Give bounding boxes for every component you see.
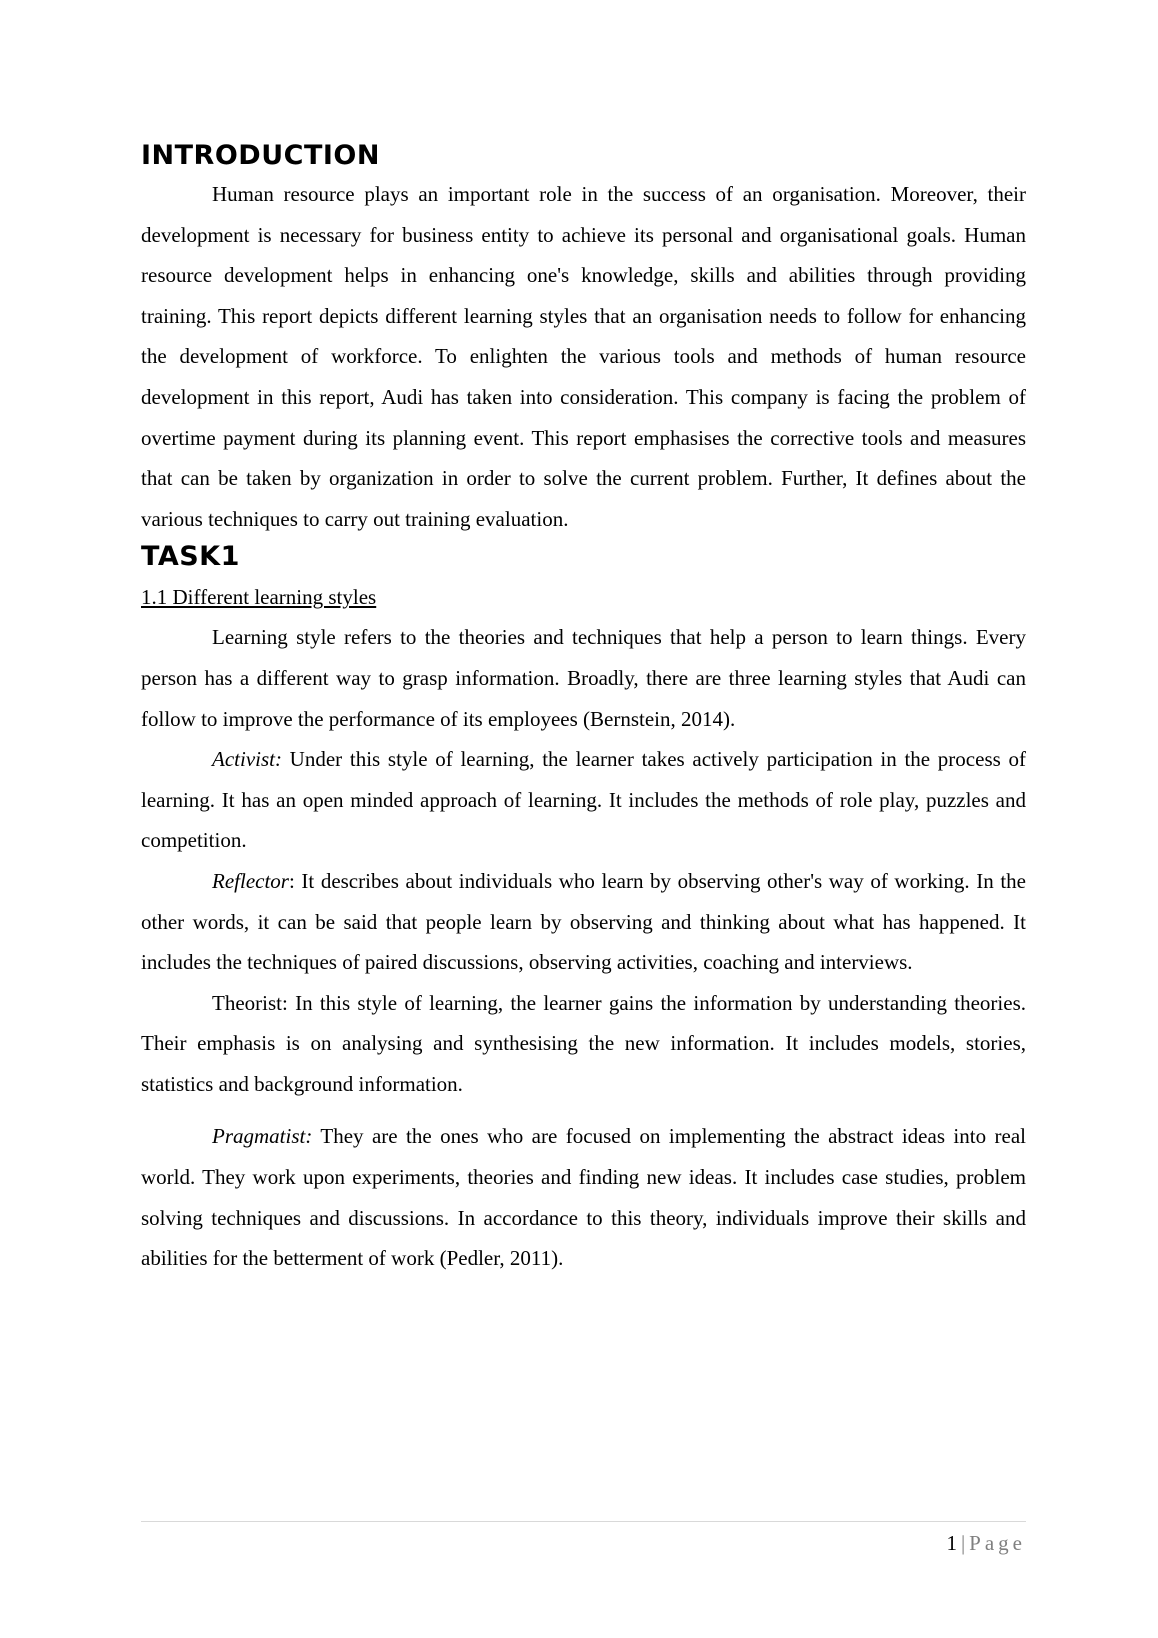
page-footer bbox=[141, 1521, 1026, 1555]
reflector-paragraph bbox=[141, 861, 1026, 983]
reflector-term: Reflector bbox=[212, 868, 289, 893]
theorist-paragraph: Theorist: In this style of learning, the learner gains the information by understanding theories. Their emphasis is on analysing and synthesising the new information. It includes models, stories, statistics and background information. bbox=[141, 990, 1026, 1096]
pragmatist-term: Pragmatist: bbox=[212, 1124, 313, 1149]
activist-paragraph bbox=[141, 739, 1026, 861]
page-number bbox=[946, 1528, 1026, 1558]
page-label: Page bbox=[969, 1531, 1026, 1555]
activist-term: Activist: bbox=[212, 747, 282, 772]
task1-heading: TASK1 bbox=[141, 541, 240, 573]
section-subheading: 1.1 Different learning styles bbox=[141, 585, 377, 610]
learning-style-intro-paragraph: Learning style refers to the theories and techniques that help a person to learn things. Every person has a different way to grasp information. Broadly, there are three learning styles that Audi can follow to improve the performance of its employees (Bernstein, 2014). bbox=[141, 625, 1026, 731]
pragmatist-paragraph bbox=[141, 1116, 1026, 1278]
page-number-separator: | bbox=[960, 1531, 966, 1555]
introduction-heading: INTRODUCTION bbox=[141, 140, 380, 171]
reflector-text: : It describes about individuals who learn by observing other's way of working. In the other words, it can be said that people learn by observing and thinking about what has happened. It includes the techniques of paired discussions, observing activities, coaching and interviews. bbox=[141, 868, 1026, 975]
introduction-paragraph: Human resource plays an important role in the success of an organisation. Moreover, their development is necessary for business entity to achieve its personal and organisational goals. Human resource development helps in enhancing one's knowledge, skills and abilities through providing training. This report depicts different learning styles that an organisation needs to follow for enhancing the development of workforce. To enlighten the various tools and methods of human resource development in this report, Audi has taken into consideration. This company is facing the problem of overtime payment during its planning event. This report emphasises the corrective tools and measures that can be taken by organization in order to solve the current problem. Further, It defines about the various techniques to carry out training evaluation. bbox=[141, 182, 1026, 531]
activist-text: Under this style of learning, the learner takes actively participation in the process of learning. It has an open minded approach of learning. It includes the methods of role play, puzzles and competition. bbox=[141, 747, 1026, 853]
page-content bbox=[141, 138, 1026, 1279]
page-number-value: 1 bbox=[946, 1531, 957, 1555]
pragmatist-text: They are the ones who are focused on implementing the abstract ideas into real world. They work upon experiments, theories and finding new ideas. It includes case studies, problem solving techniques and discussions. In accordance to this theory, individuals improve their skills and abilities for the betterment of work (Pedler, 2011). bbox=[141, 1124, 1026, 1271]
